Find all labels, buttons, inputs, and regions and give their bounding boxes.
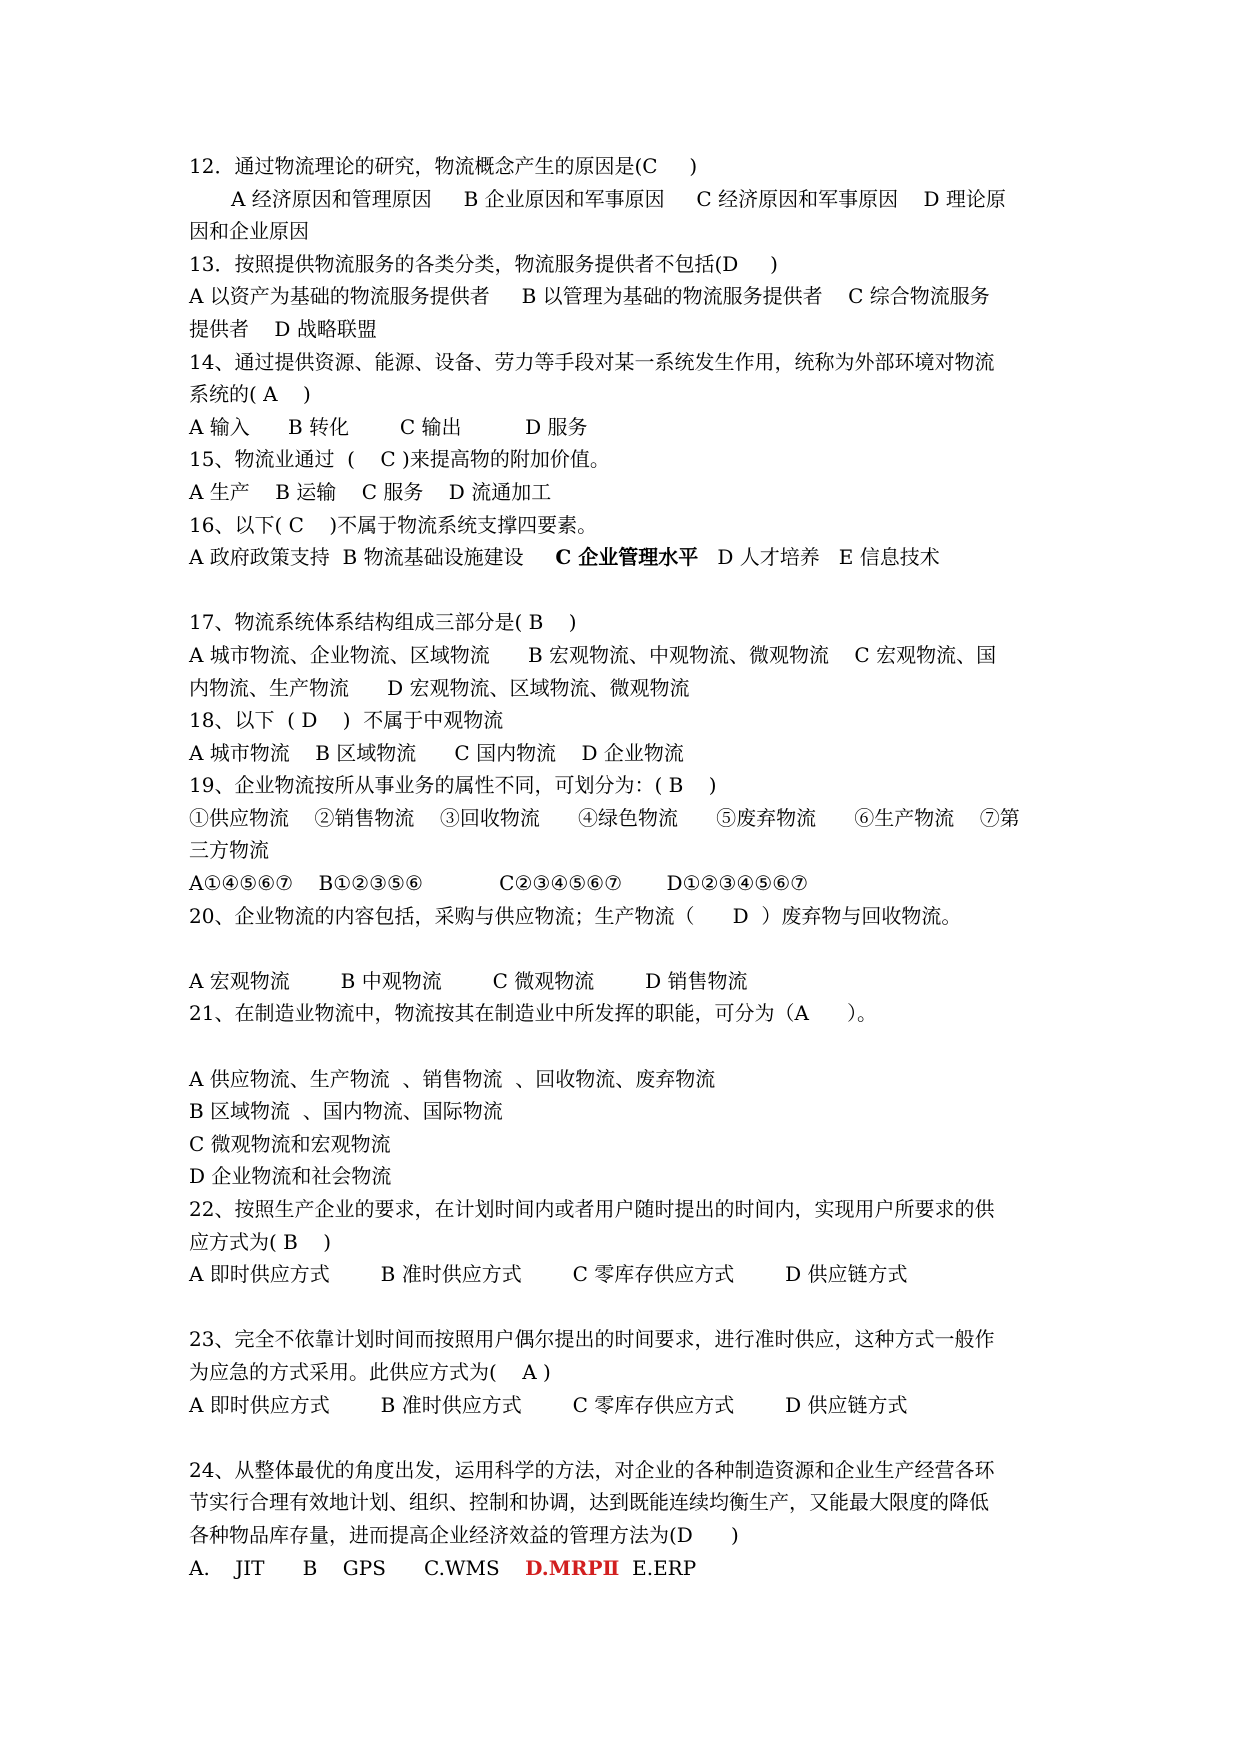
q21-stem: 21、在制造业物流中，物流按其在制造业中所发挥的职能，可分为（A ）。 — [189, 1001, 878, 1026]
q24-option-d: D.MRPⅡ — [525, 1555, 620, 1580]
blank-line — [189, 574, 1069, 607]
q19-items: ①供应物流 ②销售物流 ③回收物流 ④绿色物流 ⑤废弃物流 ⑥生产物流 ⑦第 — [189, 805, 1020, 830]
q17-stem: 17、物流系统体系结构组成三部分是( B ) — [189, 610, 577, 635]
q24-stem: 24、从整体最优的角度出发，运用科学的方法，对企业的各种制造资源和企业生产经营各环 — [189, 1457, 995, 1482]
blank-line — [189, 1421, 1069, 1454]
q22-options: A 即时供应方式 B 准时供应方式 C 零库存供应方式 D 供应链方式 — [189, 1262, 908, 1287]
q24-option-e: E.ERP — [619, 1555, 697, 1580]
q22-stem: 22、按照生产企业的要求，在计划时间内或者用户随时提出的时间内，实现用户所要求的供 — [189, 1197, 995, 1221]
q23-options: A 即时供应方式 B 准时供应方式 C 零库存供应方式 D 供应链方式 — [189, 1392, 908, 1417]
q24-options-a-c: A. JIT B GPS C.WMS — [189, 1555, 526, 1580]
q14-options: A 输入 B 转化 C 输出 D 服务 — [189, 414, 588, 439]
q19-items-continued: 三方物流 — [189, 838, 269, 863]
q23-stem-continued: 为应急的方式采用。此供应方式为( A ) — [189, 1359, 551, 1384]
q16-options — [189, 541, 1069, 574]
q24-options — [189, 1552, 1069, 1585]
q21-option-b: B 区域物流 、国内物流、国际物流 — [189, 1099, 503, 1124]
q16-stem: 16、以下( C )不属于物流系统支撑四要素。 — [189, 512, 598, 537]
document-page — [189, 150, 1069, 1584]
q16-options-d-e: D 人才培养 E 信息技术 — [698, 545, 940, 570]
q17-options-continued: 内物流、生产物流 D 宏观物流、区域物流、微观物流 — [189, 675, 690, 700]
q24-stem-continued: 节实行合理有效地计划、组织、控制和协调，达到既能连续均衡生产，又能最大限度的降低 — [189, 1490, 989, 1515]
q23-stem: 23、完全不依靠计划时间而按照用户偶尔提出的时间要求，进行准时供应，这种方式一般作 — [189, 1327, 995, 1352]
q21-option-a: A 供应物流、生产物流 、销售物流 、回收物流、废弃物流 — [189, 1066, 716, 1091]
q18-options: A 城市物流 B 区域物流 C 国内物流 D 企业物流 — [189, 740, 684, 765]
q20-options: A 宏观物流 B 中观物流 C 微观物流 D 销售物流 — [189, 968, 748, 993]
q13-options: A 以资产为基础的物流服务提供者 B 以管理为基础的物流服务提供者 C 综合物流服务 — [189, 284, 990, 309]
q21-option-c: C 微观物流和宏观物流 — [189, 1131, 391, 1156]
q16-options-a-b: A 政府政策支持 B 物流基础设施建设 — [189, 545, 556, 570]
q18-stem: 18、以下 ( D ) 不属于中观物流 — [189, 708, 504, 733]
blank-line — [189, 1291, 1069, 1324]
q19-options: A①④⑤⑥⑦ B①②③⑤⑥ C②③④⑤⑥⑦ D①②③④⑤⑥⑦ — [189, 871, 809, 896]
q22-stem-continued: 应方式为( B ) — [189, 1229, 332, 1254]
q16-option-c: C 企业管理水平 — [555, 545, 699, 570]
blank-line — [189, 1030, 1069, 1063]
q12-stem: 12．通过物流理论的研究，物流概念产生的原因是(C ) — [189, 154, 698, 178]
q13-options-continued: 提供者 D 战略联盟 — [189, 316, 377, 341]
q24-stem-continued-2: 各种物品库存量，进而提高企业经济效益的管理方法为(D ) — [189, 1522, 739, 1547]
q21-option-d: D 企业物流和社会物流 — [189, 1164, 392, 1189]
q12-options-continued: 因和企业原因 — [189, 219, 309, 244]
q20-stem: 20、企业物流的内容包括，采购与供应物流；生产物流（ D ）废弃物与回收物流。 — [189, 903, 962, 928]
q15-options: A 生产 B 运输 C 服务 D 流通加工 — [189, 479, 552, 504]
blank-line — [189, 932, 1069, 965]
q14-stem-continued: 系统的( A ) — [189, 382, 311, 407]
q14-stem: 14、通过提供资源、能源、设备、劳力等手段对某一系统发生作用，统称为外部环境对物流 — [189, 349, 995, 374]
q13-stem: 13．按照提供物流服务的各类分类，物流服务提供者不包括(D ) — [189, 251, 778, 276]
q15-stem: 15、物流业通过 ( C )来提高物的附加价值。 — [189, 447, 610, 472]
q12-options: A 经济原因和管理原因 B 企业原因和军事原因 C 经济原因和军事原因 D 理论原 — [231, 186, 1006, 211]
q19-stem: 19、企业物流按所从事业务的属性不同，可划分为：( B ) — [189, 773, 717, 798]
q17-options: A 城市物流、企业物流、区域物流 B 宏观物流、中观物流、微观物流 C 宏观物流、国 — [189, 642, 997, 667]
